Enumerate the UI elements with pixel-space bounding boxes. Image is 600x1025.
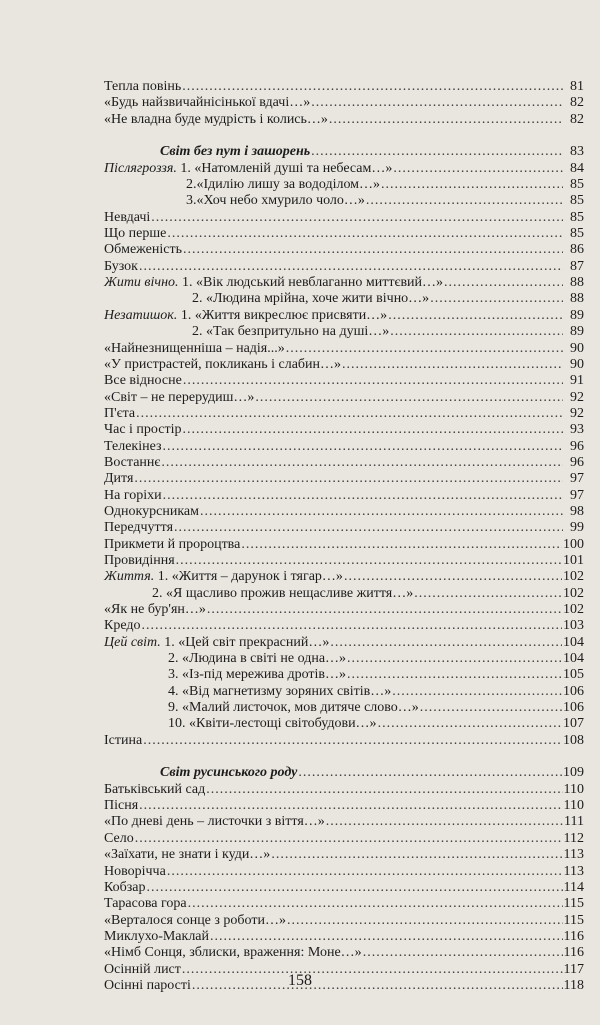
entry-text: Все відносне: [104, 373, 182, 389]
toc-entry-title: [104, 259, 138, 275]
entry-page-number: 85: [570, 193, 584, 209]
entry-page-number: 89: [570, 307, 584, 323]
toc-entry-title: [104, 798, 138, 814]
toc-entry: [104, 635, 584, 651]
entry-text: Кредо: [104, 618, 141, 634]
toc-entry: [104, 488, 584, 504]
toc-entry-title: [104, 439, 162, 455]
toc-entry-title: [104, 733, 142, 749]
entry-page-number: 106: [563, 700, 584, 716]
entry-page-number: 86: [570, 242, 584, 258]
dot-leader: [347, 651, 562, 667]
entry-text: 1. «Натомленій душі та небесам…»: [176, 160, 393, 176]
entry-text: Село: [104, 830, 134, 846]
dot-leader: [363, 945, 563, 961]
toc-entry: [104, 945, 584, 961]
dot-leader: [381, 177, 563, 193]
entry-page-number: 92: [570, 389, 584, 405]
entry-page-number: 85: [570, 209, 584, 225]
entry-text: 2.«Ідилію лишу за вододілом…»: [186, 177, 381, 193]
dot-leader: [311, 144, 563, 160]
toc-entry-title: [104, 618, 141, 634]
entry-page-number: 93: [570, 422, 584, 438]
dot-leader: [139, 259, 563, 275]
dot-leader: [329, 112, 563, 128]
dot-leader: [287, 913, 563, 929]
toc-entry: [104, 553, 584, 569]
dot-leader: [167, 226, 563, 242]
poem-cycle-title: Цей світ.: [104, 634, 161, 650]
toc-entry: [104, 308, 584, 324]
entry-page-number: 81: [570, 79, 584, 94]
toc-entry: [104, 259, 584, 275]
dot-leader: [183, 242, 563, 258]
toc-entry-title: [104, 357, 341, 373]
toc-entry-title: [104, 291, 429, 307]
entry-page-number: 92: [570, 405, 584, 421]
entry-text: 3.«Хоч небо хмурило чоло…»: [186, 193, 365, 209]
dot-leader: [330, 635, 562, 651]
entry-text: Бузок: [104, 258, 138, 274]
toc-entry-title: [104, 390, 254, 406]
dot-leader: [143, 733, 562, 749]
entry-page-number: 91: [570, 373, 584, 389]
dot-leader: [142, 618, 563, 634]
toc-entry-title: [104, 667, 346, 683]
entry-text: 1. «Життя викреслює присвяти…»: [177, 307, 388, 323]
toc-entry-title: [104, 144, 310, 160]
toc-entry: [104, 586, 584, 602]
toc-entry-title: [104, 913, 286, 929]
toc-entry-title: [104, 226, 166, 242]
entry-text: Востаннє: [104, 454, 161, 470]
toc-entry: [104, 341, 584, 357]
entry-page-number: 112: [563, 830, 584, 846]
entry-page-number: 114: [563, 879, 584, 895]
toc-entry-title: [104, 488, 162, 504]
toc-entry-title: [104, 880, 146, 896]
entry-text: 2. «Я щасливо прожив нещасливе життя…»: [152, 585, 414, 601]
toc-entry-title: [104, 210, 150, 226]
toc-entry-title: [104, 193, 365, 209]
dot-leader: [388, 308, 563, 324]
toc-entry: [104, 700, 584, 716]
toc-entry: [104, 455, 584, 471]
toc-entry-title: [104, 373, 182, 389]
entry-page-number: 102: [563, 569, 584, 585]
dot-leader: [161, 455, 563, 471]
dot-leader: [163, 439, 563, 455]
entry-text: Осінні парості: [104, 977, 191, 993]
toc-entry-title: [104, 324, 389, 340]
toc-entry-title: [104, 471, 133, 487]
toc-entry: [104, 242, 584, 258]
entry-page-number: 90: [570, 340, 584, 356]
entry-text: Що перше: [104, 226, 167, 242]
entry-text: Батьківський сад: [104, 781, 206, 797]
entry-page-number: 89: [570, 324, 584, 340]
entry-page-number: 83: [570, 144, 584, 160]
entry-text: Обмеженість: [104, 242, 182, 258]
entry-text: «Німб Сонця, зблиски, враження: Моне…»: [104, 945, 362, 961]
toc-entry-title: [104, 422, 181, 438]
toc-entry-title: [104, 79, 181, 95]
dot-leader: [390, 324, 563, 340]
toc-entry-title: [104, 112, 328, 128]
dot-leader: [366, 193, 563, 209]
entry-page-number: 103: [563, 618, 584, 634]
entry-text: Новорічча: [104, 863, 166, 879]
toc-entry: [104, 390, 584, 406]
toc-spacer: [104, 749, 584, 765]
dot-leader: [176, 553, 562, 569]
toc-entry-title: [104, 945, 362, 961]
toc-entry: [104, 814, 584, 830]
entry-text: Невдачі: [104, 209, 151, 225]
entry-page-number: 107: [563, 716, 584, 732]
dot-leader: [241, 537, 562, 553]
entry-page-number: 116: [563, 945, 584, 961]
dot-leader: [286, 341, 563, 357]
toc-entry-title: [104, 782, 205, 798]
dot-leader: [393, 161, 563, 177]
toc-entry-title: [104, 341, 285, 357]
entry-page-number: 96: [570, 438, 584, 454]
dot-leader: [420, 700, 562, 716]
toc-entry-title: [104, 504, 199, 520]
entry-text: Осінній лист: [104, 961, 181, 977]
entry-page-number: 88: [570, 275, 584, 291]
entry-page-number: 116: [563, 928, 584, 944]
table-of-contents: [104, 79, 584, 994]
entry-page-number: 101: [563, 552, 584, 568]
entry-text: Пісня: [104, 798, 139, 814]
dot-leader: [378, 716, 562, 732]
dot-leader: [444, 275, 563, 291]
toc-entry-title: [104, 814, 325, 830]
entry-text: 2. «Людина в світі не одна…»: [168, 651, 347, 667]
poem-cycle-title: Жити вічно.: [104, 275, 179, 291]
dot-leader: [139, 798, 562, 814]
toc-entry: [104, 324, 584, 340]
dot-leader: [183, 373, 563, 389]
entry-text: Тарасова гора: [104, 896, 187, 912]
toc-entry-title: [104, 716, 377, 732]
entry-text: 1. «Цей світ прекрасний…»: [160, 634, 330, 650]
toc-entry: [104, 847, 584, 863]
entry-page-number: 96: [570, 454, 584, 470]
toc-entry: [104, 602, 584, 618]
toc-entry: [104, 439, 584, 455]
entry-page-number: 104: [563, 634, 584, 650]
toc-entry-title: [104, 537, 240, 553]
entry-text: 4. «Від магнетизму зоряних світів…»: [168, 683, 392, 699]
toc-entry: [104, 161, 584, 177]
dot-leader: [174, 520, 563, 536]
toc-entry-title: [104, 929, 209, 945]
dot-leader: [342, 357, 563, 373]
entry-text: «По дневі день – листочки з віття…»: [104, 814, 325, 830]
toc-entry-title: [104, 520, 173, 536]
toc-entry-title: [104, 406, 135, 422]
entry-text: Тепла повінь: [104, 79, 182, 94]
toc-entry: [104, 406, 584, 422]
toc-entry: [104, 880, 584, 896]
dot-leader: [392, 684, 562, 700]
dot-leader: [206, 782, 562, 798]
entry-text: 2. «Людина мрійна, хоче жити вічно…»: [192, 291, 430, 307]
dot-leader: [167, 864, 563, 880]
toc-entry-title: [104, 569, 343, 585]
toc-entry-title: [104, 308, 387, 324]
dot-leader: [430, 291, 563, 307]
toc-entry-title: [104, 831, 134, 847]
toc-section-heading: [104, 144, 584, 160]
entry-page-number: 82: [570, 95, 584, 111]
entry-page-number: 117: [563, 961, 584, 977]
toc-entry: [104, 831, 584, 847]
entry-page-number: 109: [563, 765, 584, 781]
toc-entry-title: [104, 651, 346, 667]
entry-text: Прикмети й пророцтва: [104, 536, 241, 552]
toc-entry-title: [104, 684, 391, 700]
toc-spacer: [104, 128, 584, 144]
toc-section-heading: [104, 765, 584, 781]
poem-cycle-title: Незатишок.: [104, 307, 178, 323]
entry-text: 1. «Вік людський невблаганно миттєвий…»: [178, 275, 444, 291]
entry-page-number: 102: [563, 602, 584, 617]
toc-entry: [104, 684, 584, 700]
entry-page-number: 115: [563, 896, 584, 912]
toc-entry-title: [104, 242, 182, 258]
entry-text: 3. «Із-під мережива дротів…»: [168, 667, 347, 683]
toc-entry: [104, 471, 584, 487]
entry-page-number: 113: [563, 863, 584, 879]
toc-entry-title: [104, 700, 419, 716]
entry-page-number: 108: [563, 732, 584, 748]
entry-text: Однокурсникам: [104, 503, 200, 519]
toc-entry-title: [104, 864, 166, 880]
dot-leader: [311, 95, 563, 111]
toc-entry: [104, 210, 584, 226]
toc-entry: [104, 95, 584, 111]
toc-entry: [104, 275, 584, 291]
toc-entry: [104, 733, 584, 749]
toc-entry: [104, 422, 584, 438]
dot-leader: [344, 569, 562, 585]
entry-page-number: 113: [563, 847, 584, 863]
toc-entry: [104, 373, 584, 389]
entry-page-number: 100: [563, 536, 584, 552]
entry-text: «Як не бур'ян…»: [104, 602, 206, 617]
dot-leader: [135, 831, 563, 847]
entry-page-number: 102: [563, 585, 584, 601]
entry-text: «Верталося сонце з роботи…»: [104, 912, 286, 928]
entry-page-number: 110: [563, 798, 584, 814]
poem-cycle-title: Післягроззя.: [104, 160, 177, 176]
toc-entry: [104, 716, 584, 732]
entry-page-number: 90: [570, 356, 584, 372]
entry-page-number: 87: [570, 258, 584, 274]
toc-entry-title: [104, 847, 270, 863]
toc-entry-title: [104, 765, 297, 781]
entry-text: «Будь найзвичайнісінької вдачі…»: [104, 95, 311, 111]
toc-entry-title: [104, 602, 206, 618]
entry-text: «Світ – не перерудиш…»: [104, 389, 255, 405]
dot-leader: [147, 880, 563, 896]
toc-entry-title: [104, 635, 329, 651]
toc-entry-title: [104, 586, 413, 602]
toc-entry: [104, 782, 584, 798]
entry-page-number: 118: [563, 977, 584, 993]
dot-leader: [255, 390, 563, 406]
entry-text: 1. «Життя – дарунок і тягар…»: [154, 569, 343, 585]
dot-leader: [298, 765, 562, 781]
entry-page-number: 88: [570, 291, 584, 307]
entry-text: 9. «Малий листочок, мов дитяче слово…»: [168, 700, 419, 716]
dot-leader: [200, 504, 563, 520]
dot-leader: [207, 602, 562, 618]
entry-text: Час і простір: [104, 422, 182, 438]
toc-entry: [104, 569, 584, 585]
entry-page-number: 99: [570, 520, 584, 536]
toc-entry-title: [104, 95, 310, 111]
toc-entry: [104, 226, 584, 242]
toc-entry: [104, 618, 584, 634]
entry-text: «Не владна буде мудрість і колись…»: [104, 111, 328, 127]
entry-text: Істина: [104, 732, 143, 748]
poem-cycle-title: Життя.: [104, 569, 155, 585]
toc-entry-title: [104, 455, 160, 471]
entry-page-number: 85: [570, 226, 584, 242]
entry-page-number: 106: [563, 683, 584, 699]
dot-leader: [182, 79, 563, 95]
entry-text: На горіхи: [104, 487, 162, 503]
toc-entry: [104, 112, 584, 128]
toc-entry: [104, 864, 584, 880]
dot-leader: [136, 406, 563, 422]
entry-page-number: 97: [570, 471, 584, 487]
toc-entry: [104, 896, 584, 912]
entry-text: «Заїхати, не знати і куди…»: [104, 847, 271, 863]
dot-leader: [163, 488, 563, 504]
toc-entry: [104, 798, 584, 814]
toc-entry: [104, 651, 584, 667]
toc-entry: [104, 79, 584, 95]
dot-leader: [271, 847, 562, 863]
entry-text: Передчуття: [104, 520, 174, 536]
entry-text: «Найнезнищенніша – надія...»: [104, 340, 285, 356]
dot-leader: [414, 586, 562, 602]
entry-text: 2. «Так безпритульно на душі…»: [192, 324, 390, 340]
entry-text: Телекінез: [104, 438, 162, 454]
entry-page-number: 105: [563, 667, 584, 683]
toc-entry: [104, 913, 584, 929]
entry-page-number: 111: [564, 814, 584, 830]
entry-page-number: 110: [563, 781, 584, 797]
dot-leader: [182, 422, 563, 438]
section-title: Світ русинського роду: [160, 765, 298, 781]
dot-leader: [134, 471, 563, 487]
dot-leader: [326, 814, 563, 830]
entry-text: «У пристрастей, покликань і слабин…»: [104, 356, 342, 372]
toc-entry: [104, 177, 584, 193]
entry-page-number: 115: [563, 912, 584, 928]
entry-text: 10. «Квіти-лестощі світобудови…»: [168, 716, 377, 732]
entry-text: Кобзар: [104, 879, 146, 895]
toc-entry-title: [104, 177, 380, 193]
page-number: 158: [288, 972, 312, 989]
toc-entry: [104, 357, 584, 373]
entry-text: Дитя: [104, 471, 134, 487]
entry-page-number: 104: [563, 651, 584, 667]
toc-entry: [104, 929, 584, 945]
dot-leader: [151, 210, 563, 226]
dot-leader: [347, 667, 562, 683]
entry-page-number: 98: [570, 503, 584, 519]
toc-entry-title: [104, 275, 443, 291]
toc-entry: [104, 193, 584, 209]
toc-entry: [104, 291, 584, 307]
toc-entry-title: [104, 896, 187, 912]
toc-entry-title: [104, 553, 175, 569]
entry-page-number: 82: [570, 111, 584, 127]
toc-entry: [104, 504, 584, 520]
toc-entry-title: [104, 161, 392, 177]
entry-text: Провидіння: [104, 552, 175, 568]
section-title: Світ без пут і зашорень: [160, 144, 311, 160]
entry-page-number: 97: [570, 487, 584, 503]
dot-leader: [210, 929, 563, 945]
toc-entry: [104, 520, 584, 536]
entry-page-number: 84: [570, 160, 584, 176]
entry-page-number: 85: [570, 177, 584, 193]
toc-entry: [104, 537, 584, 553]
toc-entry: [104, 667, 584, 683]
dot-leader: [188, 896, 563, 912]
entry-text: П'єта: [104, 405, 136, 421]
entry-text: Миклухо-Маклай: [104, 928, 210, 944]
